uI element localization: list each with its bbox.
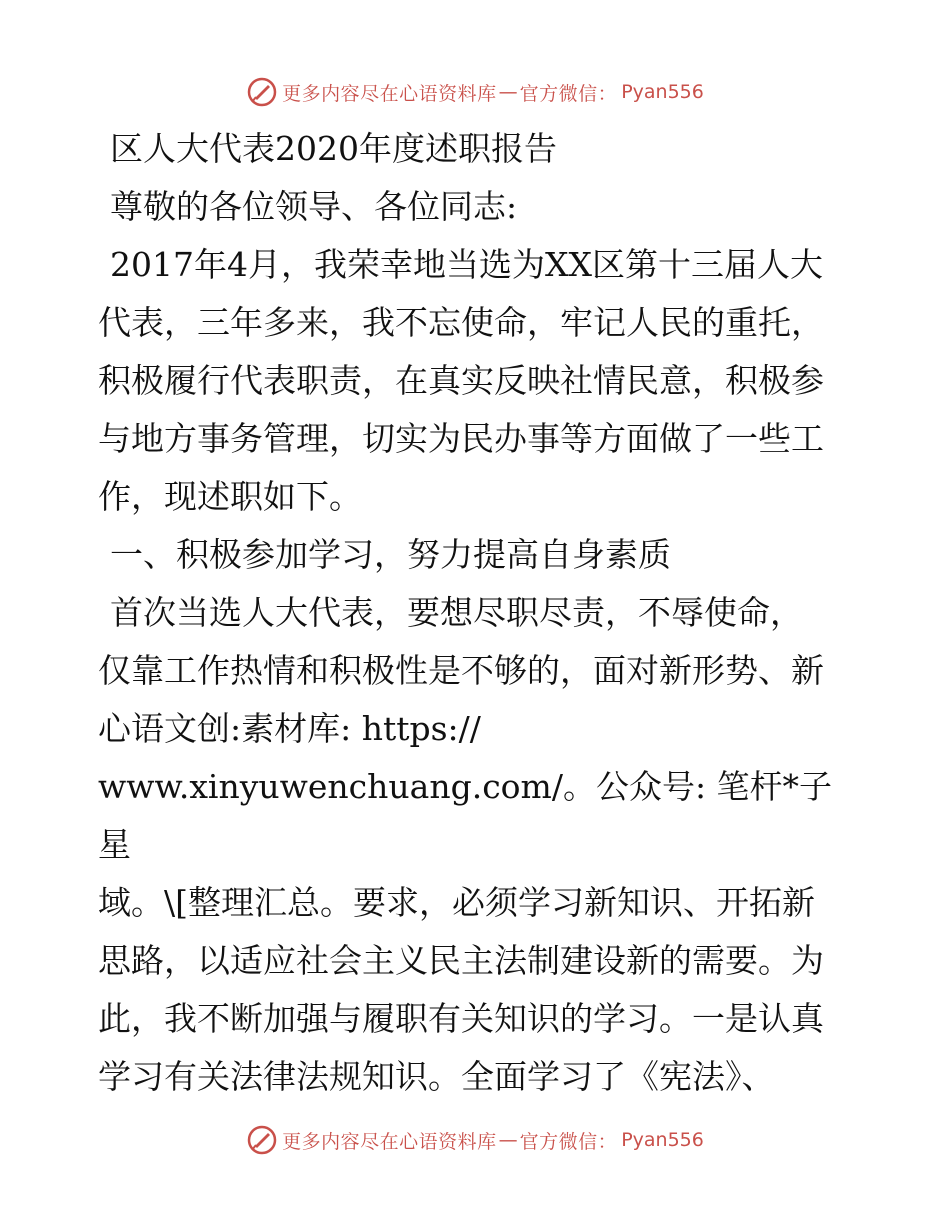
header-watermark [0,72,950,112]
footer-watermark [0,1120,950,1160]
section-paragraph [98,584,858,1106]
section-line: 此，我不断加强与履职有关知识的学习。一是认真 [98,999,824,1038]
section-heading: 一、积极参加学习，努力提高自身素质 [110,535,671,574]
watermark-separator: — [498,1129,518,1151]
section-line: 首次当选人大代表，要想尽职尽责，不辱使命， [110,593,803,632]
intro-line: 2017年4月，我荣幸地当选为XX区第十三届人大 [110,245,823,284]
section-line: 学习有关法律法规知识。全面学习了《宪法》、 [98,1057,775,1096]
quill-logo-icon [246,76,278,108]
document-title: 区人大代表2020年度述职报告 [110,129,557,168]
watermark-wechat-label: 官方微信： [519,1130,618,1153]
intro-paragraph [98,236,858,526]
watermark-account: Pyan556 [621,1129,704,1151]
intro-line: 积极履行代表职责，在真实反映社情民意，积极参 [98,361,824,400]
greeting: 尊敬的各位领导、各位同志: [110,187,518,226]
watermark-text: 更多内容尽在心语资料库 [282,1130,497,1153]
watermark-wechat-label: 官方微信： [519,82,618,105]
intro-line: 作，现述职如下。 [98,477,362,516]
watermark-text: 更多内容尽在心语资料库 [282,82,497,105]
intro-line: 代表，三年多来，我不忘使命，牢记人民的重托， [98,303,824,342]
section-line: 仅靠工作热情和积极性是不够的，面对新形势、新 [98,651,824,690]
section-line: www.xinyuwenchuang.com/。公众号: 笔杆*子星 [98,767,833,864]
watermark-separator: — [498,81,518,103]
document-body [98,120,858,1106]
intro-line: 与地方事务管理，切实为民办事等方面做了一些工 [98,419,824,458]
section-line: 心语文创:素材库: https:// [98,709,481,748]
quill-logo-icon [246,1124,278,1156]
watermark-account: Pyan556 [621,81,704,103]
section-line: 思路，以适应社会主义民主法制建设新的需要。为 [98,941,824,980]
section-line: 域。\[整理汇总。要求，必须学习新知识、开拓新 [98,883,815,922]
